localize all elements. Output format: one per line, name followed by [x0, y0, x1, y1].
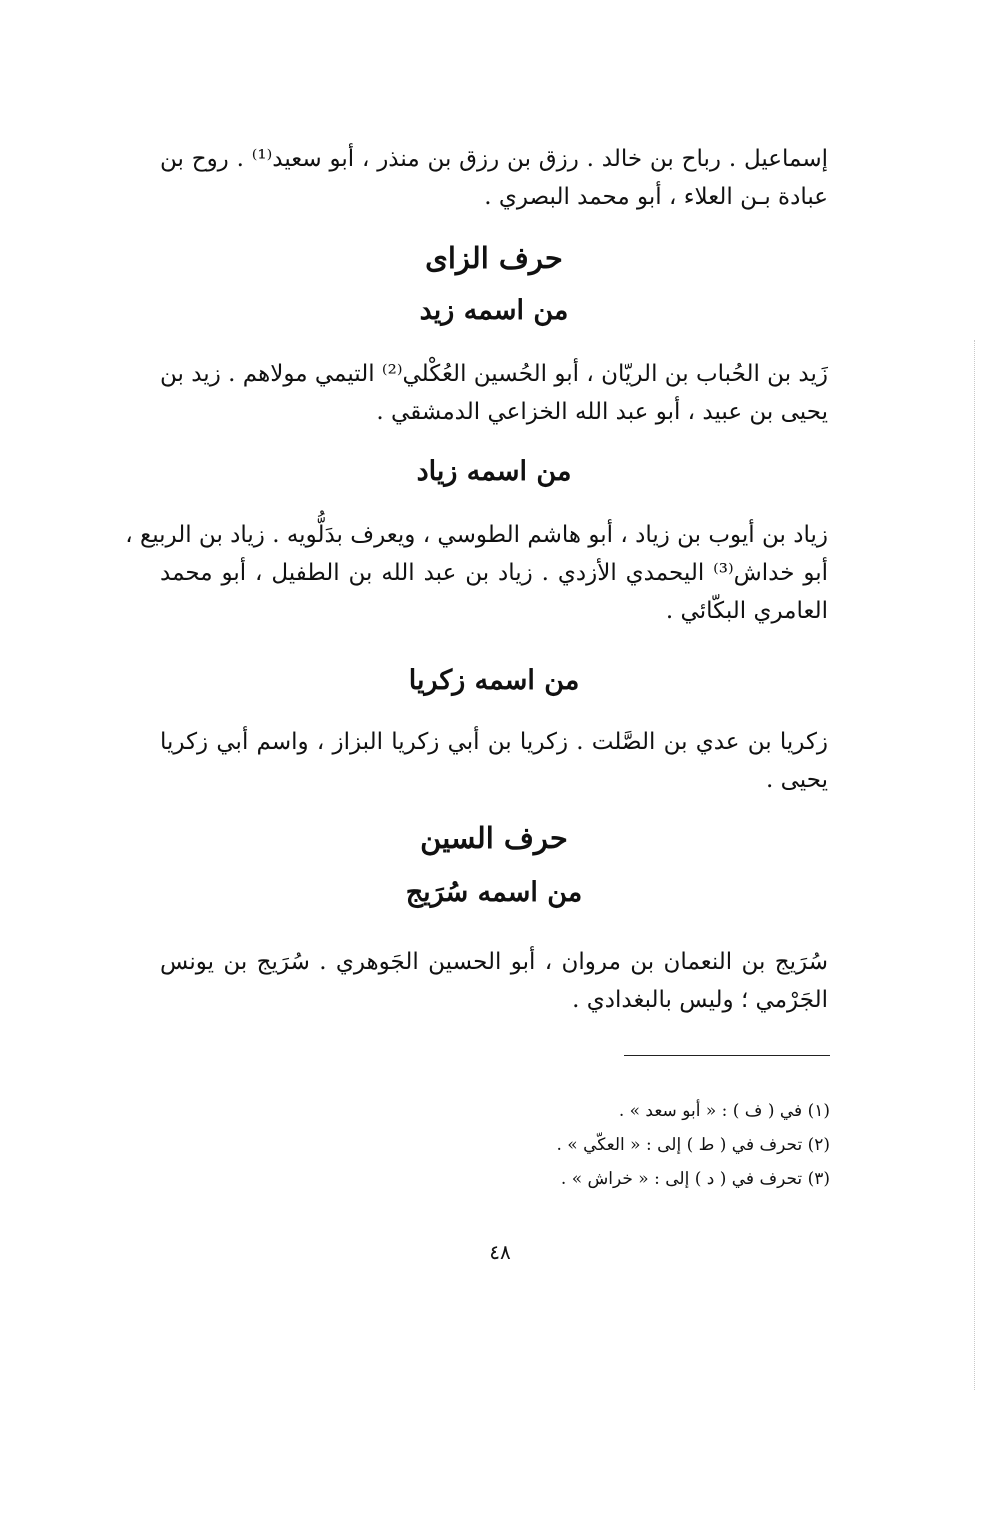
text-line: إسماعيل . رباح بن خالد . رزق بن رزق بن منذر ، أبو سعيد⁽¹⁾ . روح بن: [160, 146, 828, 172]
footnote-1: (١) في ( ف ) : « أبو سعد » .: [618, 1101, 830, 1121]
scan-edge-mark: [974, 340, 975, 1390]
text-line: زَيد بن الحُباب بن الريّان ، أبو الحُسين العُكْلي⁽²⁾ التيمي مولاهم . زيد بن: [160, 361, 829, 387]
text-line: الجَرْمي ؛ وليس بالبغدادي .: [572, 987, 828, 1013]
footnotes: [420, 1094, 830, 1196]
text-line: يحيى بن عبيد ، أبو عبد الله الخزاعي الدمشقي .: [376, 399, 828, 425]
text-line: زياد بن أيوب بن زياد ، أبو هاشم الطوسي ، ويعرف بدَلُّويه . زياد بن الربيع ،: [125, 522, 828, 548]
footnote-3: (٣) تحرف في ( د ) إلى : « خراش » .: [560, 1169, 830, 1189]
paragraph-zayd: [160, 355, 828, 431]
subheading-ziyad: من اسمه زياد: [416, 456, 572, 487]
text-line: أبو خداش⁽³⁾ اليحمدي الأزدي . زياد بن عبد الله بن الطفيل ، أبو محمد: [160, 560, 828, 586]
paragraph-surayj: [160, 943, 828, 1019]
section-heading-sin: حرف السين: [420, 821, 568, 855]
text-line: عبادة بـن العلاء ، أبو محمد البصري .: [484, 184, 828, 210]
text-line: يحيى .: [766, 767, 828, 793]
section-heading-zay: حرف الزاى: [425, 241, 563, 275]
paragraph-zakariya: [160, 723, 828, 799]
text-line: سُرَيج بن النعمان بن مروان ، أبو الحسين الجَوهري . سُرَيج بن يونس: [160, 949, 828, 975]
subheading-zayd: من اسمه زيد: [419, 295, 569, 326]
subheading-zakariya: من اسمه زكريا: [408, 665, 580, 696]
page-number: ٤٨: [489, 1240, 511, 1264]
text-line: زكريا بن عدي بن الصَّلت . زكريا بن أبي زكريا البزاز ، واسم أبي زكريا: [160, 729, 828, 755]
text-line: العامري البكّائي .: [665, 598, 828, 624]
paragraph-ziyad: [125, 516, 828, 630]
footnote-separator: [624, 1055, 830, 1056]
footnote-2: (٢) تحرف في ( ط ) إلى : « العكّي » .: [556, 1135, 830, 1155]
paragraph-names-ra: [160, 140, 828, 216]
subheading-surayj: من اسمه سُرَيج: [405, 877, 583, 908]
